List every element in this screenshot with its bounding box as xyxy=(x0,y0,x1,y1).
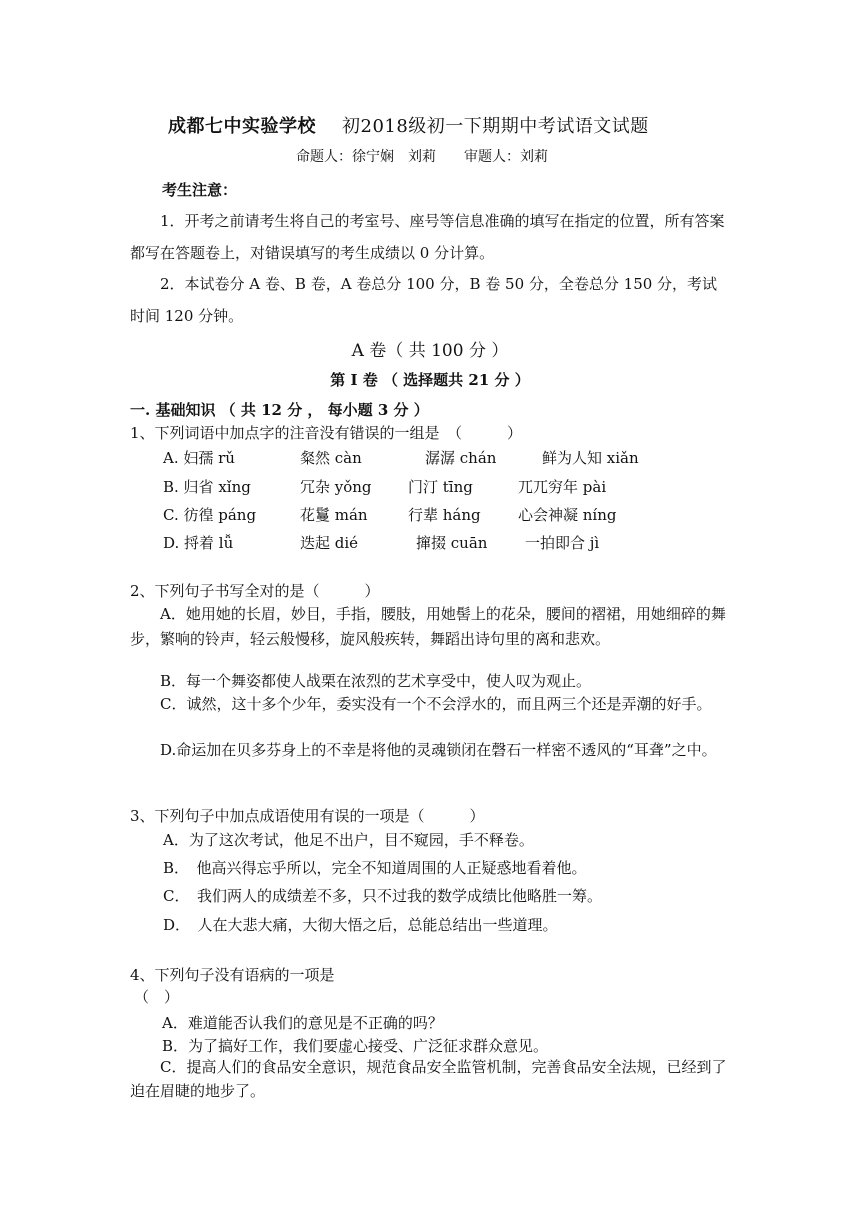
q3-option-b: B． 他高兴得忘乎所以，完全不知道周围的人正疑惑地看着他。 xyxy=(163,859,587,877)
q1-option-d-4: 一拍即合 jì xyxy=(525,534,600,552)
section-a-title: A 卷（ 共 100 分 ） xyxy=(351,341,509,361)
q3-option-a: A．为了这次考试，他足不出户，目不窥园，手不释卷。 xyxy=(163,831,534,849)
q2-option-c: C．诚然，这十多个少年，委实没有一个不会浮水的，而且两三个还是弄潮的好手。 xyxy=(160,695,712,713)
q1-option-b-4: 兀兀穷年 pài xyxy=(518,478,607,496)
q1-option-c-3: 行辈 háng xyxy=(408,506,481,524)
q3-option-d: D． 人在大悲大痛，大彻大悟之后，总能总结出一些道理。 xyxy=(163,916,558,934)
q1-option-d-3: 撺掇 cuān xyxy=(416,534,488,552)
school-name: 成都七中实验学校 xyxy=(168,116,316,137)
q4-option-b: B．为了搞好工作，我们要虚心接受、广泛征求群众意见。 xyxy=(162,1037,549,1055)
q4-answer-paren: （ ） xyxy=(134,988,180,1006)
q1-option-c-4: 心会神凝 níng xyxy=(518,506,617,524)
section-heading-basics: 一. 基础知识 （ 共 12 分 ， 每小题 3 分 ） xyxy=(130,401,429,419)
q1-option-a-2: 粲然 càn xyxy=(300,449,362,467)
q3-option-c: C． 我们两人的成绩差不多，只不过我的数学成绩比他略胜一筹。 xyxy=(163,887,602,905)
q2-stem: 2、下列句子书写全对的是（ ） xyxy=(130,582,380,600)
q1-option-c-2: 花鬘 mán xyxy=(300,506,368,524)
notice-item-1: 1．开考之前请考生将自己的考室号、座号等信息准确的填写在指定的位置，所有答案都写在答题卷上，对错误填写的考生成绩以 0 分计算。 xyxy=(130,212,725,262)
notice-item-2: 2．本试卷分 A 卷、B 卷，A 卷总分 100 分，B 卷 50 分，全卷总分 150 分，考试时间 120 分钟。 xyxy=(130,275,718,325)
authors-line: 命题人：徐宁娴 刘莉 审题人：刘莉 xyxy=(296,149,548,165)
q1-stem: 1、下列词语中加点字的注音没有错误的一组是 （ ） xyxy=(130,424,523,442)
exam-title xyxy=(168,112,649,138)
notice-heading: 考生注意： xyxy=(162,181,238,199)
q2-option-b: B．每一个舞姿都使人战栗在浓烈的艺术享受中，使人叹为观止。 xyxy=(160,672,592,690)
part-1-title: 第 Ⅰ 卷 （ 选择题共 21 分 ） xyxy=(330,371,530,389)
q1-option-b-1: B. 归省 xǐng xyxy=(163,478,251,496)
q1-option-d-2: 迭起 dié xyxy=(300,534,359,552)
q4-option-c: C．提高人们的食品安全意识，规范食品安全监管机制，完善食品安全法规，已经到了迫在眉睫的地步了。 xyxy=(130,1058,727,1100)
q1-option-d-1: D. 捋着 lǚ xyxy=(163,534,234,552)
q1-option-b-3: 门汀 tīng xyxy=(408,478,473,496)
q2-option-a: A．她用她的长眉，妙目，手指，腰肢，用她髻上的花朵，腰间的褶裙，用她细碎的舞步，繁响的铃声，轻云般慢移，旋风般疾转，舞蹈出诗句里的离和悲欢。 xyxy=(130,605,726,648)
q2-option-d: D.命运加在贝多芬身上的不幸是将他的灵魂锁闭在磬石一样密不透风的“耳聋”之中。 xyxy=(160,741,717,759)
q3-stem: 3、下列句子中加点成语使用有误的一项是（ ） xyxy=(130,807,485,825)
q4-option-a: A．难道能否认我们的意见是不正确的吗？ xyxy=(162,1014,443,1032)
q1-option-a-1: A. 妇孺 rǔ xyxy=(163,449,235,467)
q1-option-a-3: 潺潺 chán xyxy=(425,449,497,467)
q1-option-b-2: 冗杂 yǒng xyxy=(300,478,372,496)
q4-stem: 4、下列句子没有语病的一项是 xyxy=(130,966,335,984)
exam-name: 初2018级初一下期期中考试语文试题 xyxy=(342,116,649,137)
q1-option-a-4: 鲜为人知 xiǎn xyxy=(542,449,639,467)
q1-option-c-1: C. 彷徨 páng xyxy=(163,506,257,524)
